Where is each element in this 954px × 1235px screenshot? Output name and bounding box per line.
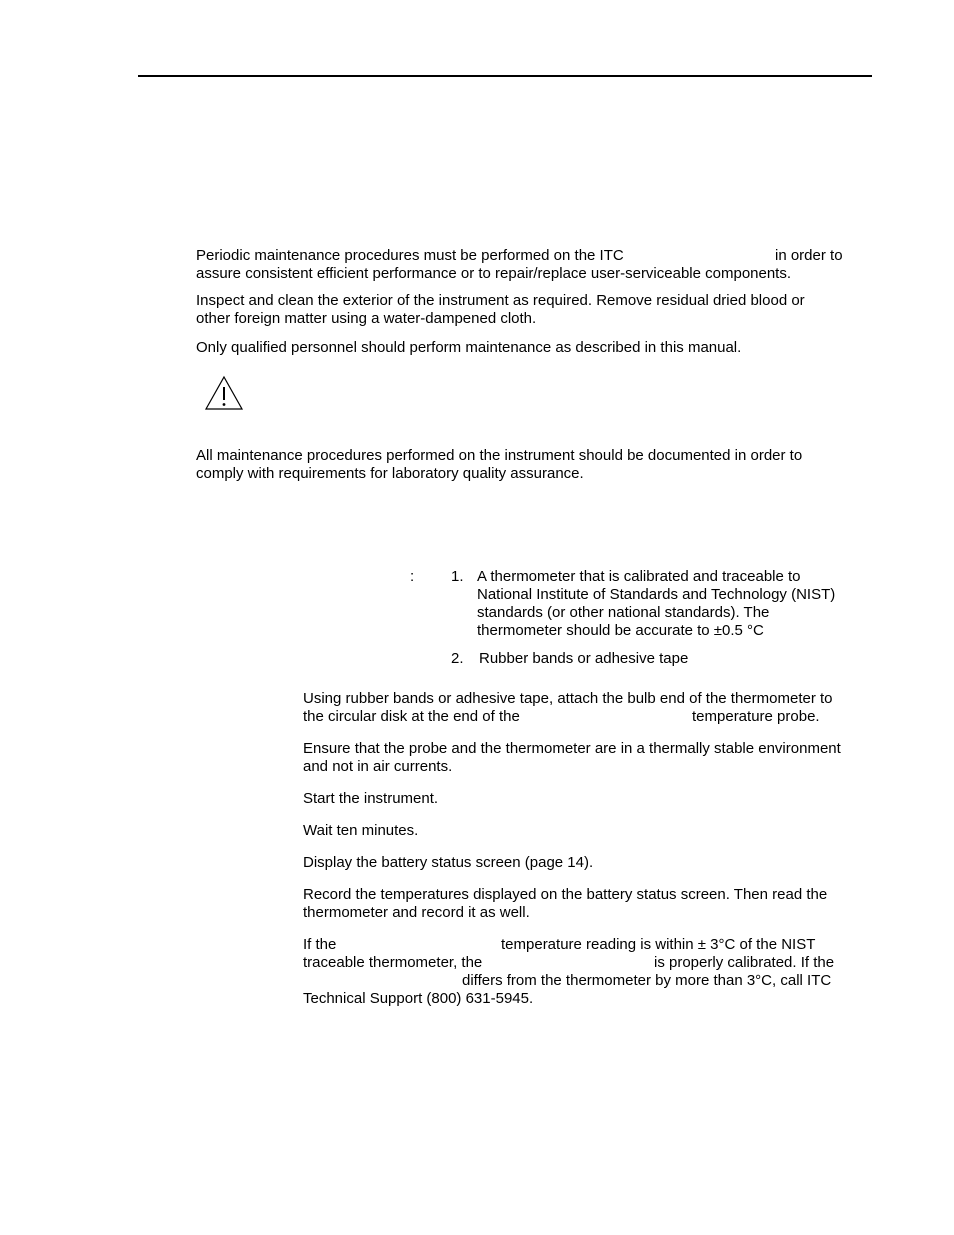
requirements-colon: :	[410, 568, 415, 585]
step1-line2a: the circular disk at the end of the	[303, 708, 520, 725]
step4: Wait ten minutes.	[303, 822, 419, 839]
intro-p4-line2: comply with requirements for laboratory quality assurance.	[196, 465, 584, 482]
intro-p3: Only qualified personnel should perform maintenance as described in this manual.	[196, 339, 742, 356]
step1-line2b: temperature probe.	[692, 708, 820, 725]
intro-p2-line1: Inspect and clean the exterior of the instrument as required. Remove residual dried blood or	[196, 292, 805, 309]
intro-p1-line2: assure consistent efficient performance or to repair/replace user-serviceable components.	[196, 265, 792, 282]
requirement-2-line1: Rubber bands or adhesive tape	[479, 650, 689, 667]
intro-p1-line1b: in order to	[775, 247, 843, 264]
step7-line2a: traceable thermometer, the	[303, 954, 483, 971]
step6-line2: thermometer and record it as well.	[303, 904, 530, 921]
step7-line1b: temperature reading is within ± 3°C of the NIST	[501, 936, 816, 953]
intro-p1-line1a: Periodic maintenance procedures must be performed on the ITC	[196, 247, 624, 264]
step5: Display the battery status screen (page 14).	[303, 854, 594, 871]
intro-p4-line1: All maintenance procedures performed on the instrument should be documented in order to	[196, 447, 803, 464]
step7-line2b: is properly calibrated. If the	[654, 954, 835, 971]
step3: Start the instrument.	[303, 790, 439, 807]
requirement-1-line1: A thermometer that is calibrated and traceable to	[477, 568, 801, 585]
header-rule	[138, 75, 872, 77]
warning-triangle-icon	[204, 375, 244, 411]
step1-line1: Using rubber bands or adhesive tape, attach the bulb end of the thermometer to	[303, 690, 833, 707]
requirement-1-line2: National Institute of Standards and Technology (NIST)	[477, 586, 836, 603]
requirement-number-1: 1.	[451, 568, 464, 585]
step2-line1: Ensure that the probe and the thermometer are in a thermally stable environment	[303, 740, 841, 757]
step2-line2: and not in air currents.	[303, 758, 453, 775]
intro-p2-line2: other foreign matter using a water-dampened cloth.	[196, 310, 537, 327]
requirement-1-line4: thermometer should be accurate to ±0.5 °C	[477, 622, 764, 639]
requirement-1-line3: standards (or other national standards). The	[477, 604, 770, 621]
step7-line1a: If the	[303, 936, 337, 953]
step7-line3: differs from the thermometer by more than 3°C, call ITC	[462, 972, 832, 989]
step7-line4: Technical Support (800) 631-5945.	[303, 990, 534, 1007]
step6-line1: Record the temperatures displayed on the battery status screen. Then read the	[303, 886, 828, 903]
requirement-number-2: 2.	[451, 650, 464, 667]
